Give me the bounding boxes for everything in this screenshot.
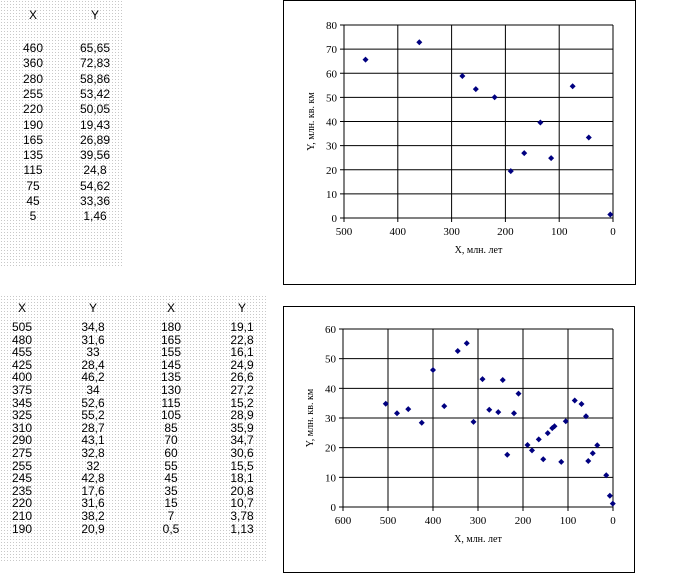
table2-cell: 7 [167,509,175,523]
table2-header-1: X [17,301,26,315]
chart2-xtick-label: 200 [514,515,532,527]
chart1-xtick-label: 100 [550,226,568,238]
table1-cell: 280 [22,71,44,86]
table2-cell: 310 [11,420,33,435]
chart1-point [607,211,613,217]
table2-cell: 16,1 [230,345,254,360]
table2-cell: 42,8 [81,471,105,486]
chart1-xtick-label: 200 [497,226,514,238]
chart2-xtick-label: 500 [379,515,397,527]
table2-cell: 18,1 [230,471,254,486]
table2-header-4: Y [237,301,246,315]
table2-cell: 145 [160,357,182,372]
table2-cell: 290 [11,433,33,448]
chart2-point [579,401,585,407]
chart1-point [492,94,498,100]
table2-cell: 400 [11,370,33,385]
table2-cell: 19,1 [230,320,254,334]
chart1-ytick-label: 40 [326,116,337,129]
chart1-xtick-label: 0 [610,226,616,238]
chart2-ytick-label: 20 [325,442,336,455]
chart2-point [504,452,510,458]
table1-cell: 72,83 [79,56,111,71]
table2-cell: 15 [164,496,178,511]
table2-cell: 52,6 [81,395,105,410]
chart2-point [500,377,506,383]
table2-cell: 17,6 [81,483,105,498]
table2-cell: 345 [11,395,33,410]
table2-cell: 235 [11,483,33,498]
table2-cell: 220 [11,496,33,511]
chart1-ytick-label: 30 [326,140,337,153]
table2-cell: 165 [160,332,182,347]
table1-cell: 58,86 [79,71,111,86]
chart2-point [430,367,436,373]
chart2-point [405,406,411,412]
chart1-xlabel: X, млн. лет [454,245,503,256]
table2-cell: 35,9 [230,420,254,435]
table1-cell: 39,56 [79,148,111,163]
table2-cell: 1,13 [230,521,254,536]
table2-cell: 505 [11,320,33,334]
table2-cell: 20,9 [81,521,105,536]
table2-cell: 85 [164,420,178,435]
table2-cell: 30,6 [230,446,254,460]
chart2-point [525,442,531,448]
chart1-ytick-label: 20 [326,164,337,177]
table1-cell: 26,89 [79,132,111,147]
table2-cell: 43,1 [81,433,105,448]
chart2-point [607,493,613,499]
table2-cell: 35 [164,483,178,498]
table2-cell: 135 [160,370,182,385]
chart1-point [521,150,527,156]
table1-cell: 255 [22,86,44,101]
table2-cell: 245 [11,471,33,486]
table1-cell: 115 [23,163,43,178]
chart1-ytick-label: 10 [326,188,337,201]
chart1-ytick-label: 70 [326,44,337,57]
chart2-grid [339,329,613,511]
scatter-chart-1 [283,0,636,285]
chart2-ytick-label: 0 [330,502,336,514]
table1-header-1: X [28,8,37,22]
table2-cell: 32 [86,458,100,473]
table2-cell: 28,9 [230,408,254,423]
table2-cell: 28,7 [81,420,105,435]
table2-cell: 15,2 [230,395,254,410]
scatter-chart-1-svg [284,1,635,284]
table2-cell: 33 [86,345,100,360]
chart2-point [572,397,578,403]
chart2-point [540,456,546,462]
chart2-point [486,407,492,413]
chart1-point [363,57,369,63]
chart2-point [495,409,501,415]
chart2-point [590,450,596,456]
table2-cell: 480 [11,332,33,347]
chart1-ytick-label: 0 [331,213,337,225]
chart1-ytick-label: 50 [326,92,337,105]
chart2-point [480,376,486,382]
chart2-point [585,458,591,464]
chart1-point [586,135,592,141]
table2-cell: 155 [160,345,182,360]
table1-cell: 360 [22,56,44,71]
chart2-point [558,459,564,465]
chart2-ytick-label: 30 [325,413,336,425]
chart1-point [473,86,479,92]
chart1-points [363,39,614,217]
chart2-point [536,436,542,442]
table2-cell: 55,2 [81,408,105,423]
chart2-points [383,340,616,506]
table2-cell: 32,8 [81,446,105,460]
chart2-xtick-label: 400 [424,515,442,527]
chart2-point [419,420,425,426]
chart2-point [464,340,470,346]
table2-cell: 15,5 [230,458,254,473]
table2-cell: 325 [11,408,33,423]
chart1-xtick-label: 400 [389,226,407,238]
table1-cell: 190 [22,117,44,132]
table2-header-3: X [166,301,175,315]
chart2-ytick-label: 40 [325,383,336,396]
table2-cell: 45 [164,471,178,486]
table2-cell: 255 [11,458,33,473]
table1-cell: 65,65 [79,41,111,55]
chart2-point [511,410,517,416]
table2-header-2: Y [88,301,97,315]
table2-cell: 34,7 [230,433,254,448]
table2-cell: 425 [11,357,33,372]
table1-header-2: Y [90,8,99,22]
table1-cell: 45 [26,194,40,208]
table2-cell: 26,6 [230,370,254,385]
chart2-point [455,348,461,354]
table1-cell: 165 [22,132,44,147]
table2-cell: 105 [160,408,182,423]
chart1-ytick-label: 60 [326,68,337,81]
chart2-point [394,410,400,416]
table2-cell: 34 [86,383,100,397]
chart1-grid [340,25,613,222]
table2-cell: 70 [164,433,178,448]
table1-cell: 1,46 [83,209,107,224]
table2-cell: 28,4 [81,357,105,372]
chart2-xtick-label: 300 [469,515,487,527]
chart1-point [570,83,576,89]
chart2-ytick-label: 50 [325,353,336,366]
table2-cell: 22,8 [230,332,254,347]
table1-cell: 33,36 [79,194,111,208]
table1-cell: 54,62 [79,178,111,193]
chart2-point [545,430,551,436]
table1-cell: 5 [29,209,37,224]
chart2-ytick-label: 10 [325,472,336,485]
table2-cell: 180 [160,320,182,334]
chart1-ytick-label: 80 [326,20,337,32]
chart1-point [459,73,465,79]
table2-cell: 455 [11,345,33,360]
table2-cell: 275 [11,446,33,460]
table1-cell: 24,8 [83,163,107,178]
chart1-point [548,155,554,161]
table1-cell: 135 [22,148,44,163]
scatter-chart-2 [283,306,635,573]
table1-cell: 220 [22,102,44,117]
chart2-point [471,419,477,425]
table2-cell: 115 [161,395,181,410]
table2-cell: 31,6 [81,496,105,511]
chart2-xtick-label: 100 [559,515,577,527]
table2-cell: 24,9 [230,357,254,372]
table1-cell: 19,43 [79,117,111,132]
table2-cell: 31,6 [81,332,105,347]
chart2-xlabel: X, млн. лет [454,534,502,545]
chart1-point [537,120,543,126]
data-table-1 [0,0,124,268]
chart2-point [441,403,447,409]
chart1-point [416,39,422,45]
table1-cell: 53,42 [79,86,111,101]
table2-cell: 375 [11,383,33,397]
table2-cell: 46,2 [81,370,105,385]
chart1-xtick-label: 300 [443,226,460,238]
chart1-ylabel: Y, млн. кв. км [306,92,317,151]
table2-cell: 10,7 [230,496,254,511]
table2-cell: 190 [11,521,33,536]
table2-cell: 55 [164,458,178,473]
table2-cell: 27,2 [230,383,254,397]
table2-cell: 130 [160,383,182,397]
table1-cell: 460 [22,41,44,55]
chart2-ylabel: Y, млн. кв. км [305,388,316,448]
chart1-xtick-label: 500 [335,226,353,238]
data-table-2 [0,295,268,561]
table2-cell: 20,8 [230,483,254,498]
table2-cell: 3,78 [230,509,254,523]
chart2-ytick-label: 60 [325,324,336,336]
chart2-xtick-label: 0 [610,515,616,527]
table2-cell: 60 [164,446,178,460]
chart2-point [516,391,522,397]
scatter-chart-2-svg [284,307,634,572]
table2-cell: 38,2 [81,509,105,523]
chart2-point [610,501,616,507]
table1-cell: 50,05 [79,102,111,117]
chart2-point [529,447,535,453]
chart1-point [508,168,514,174]
chart2-xtick-label: 600 [334,515,352,527]
table2-cell: 210 [11,509,33,523]
table1-cell: 75 [26,178,40,193]
table2-cell: 0,5 [162,521,180,536]
table2-cell: 34,8 [81,320,105,334]
